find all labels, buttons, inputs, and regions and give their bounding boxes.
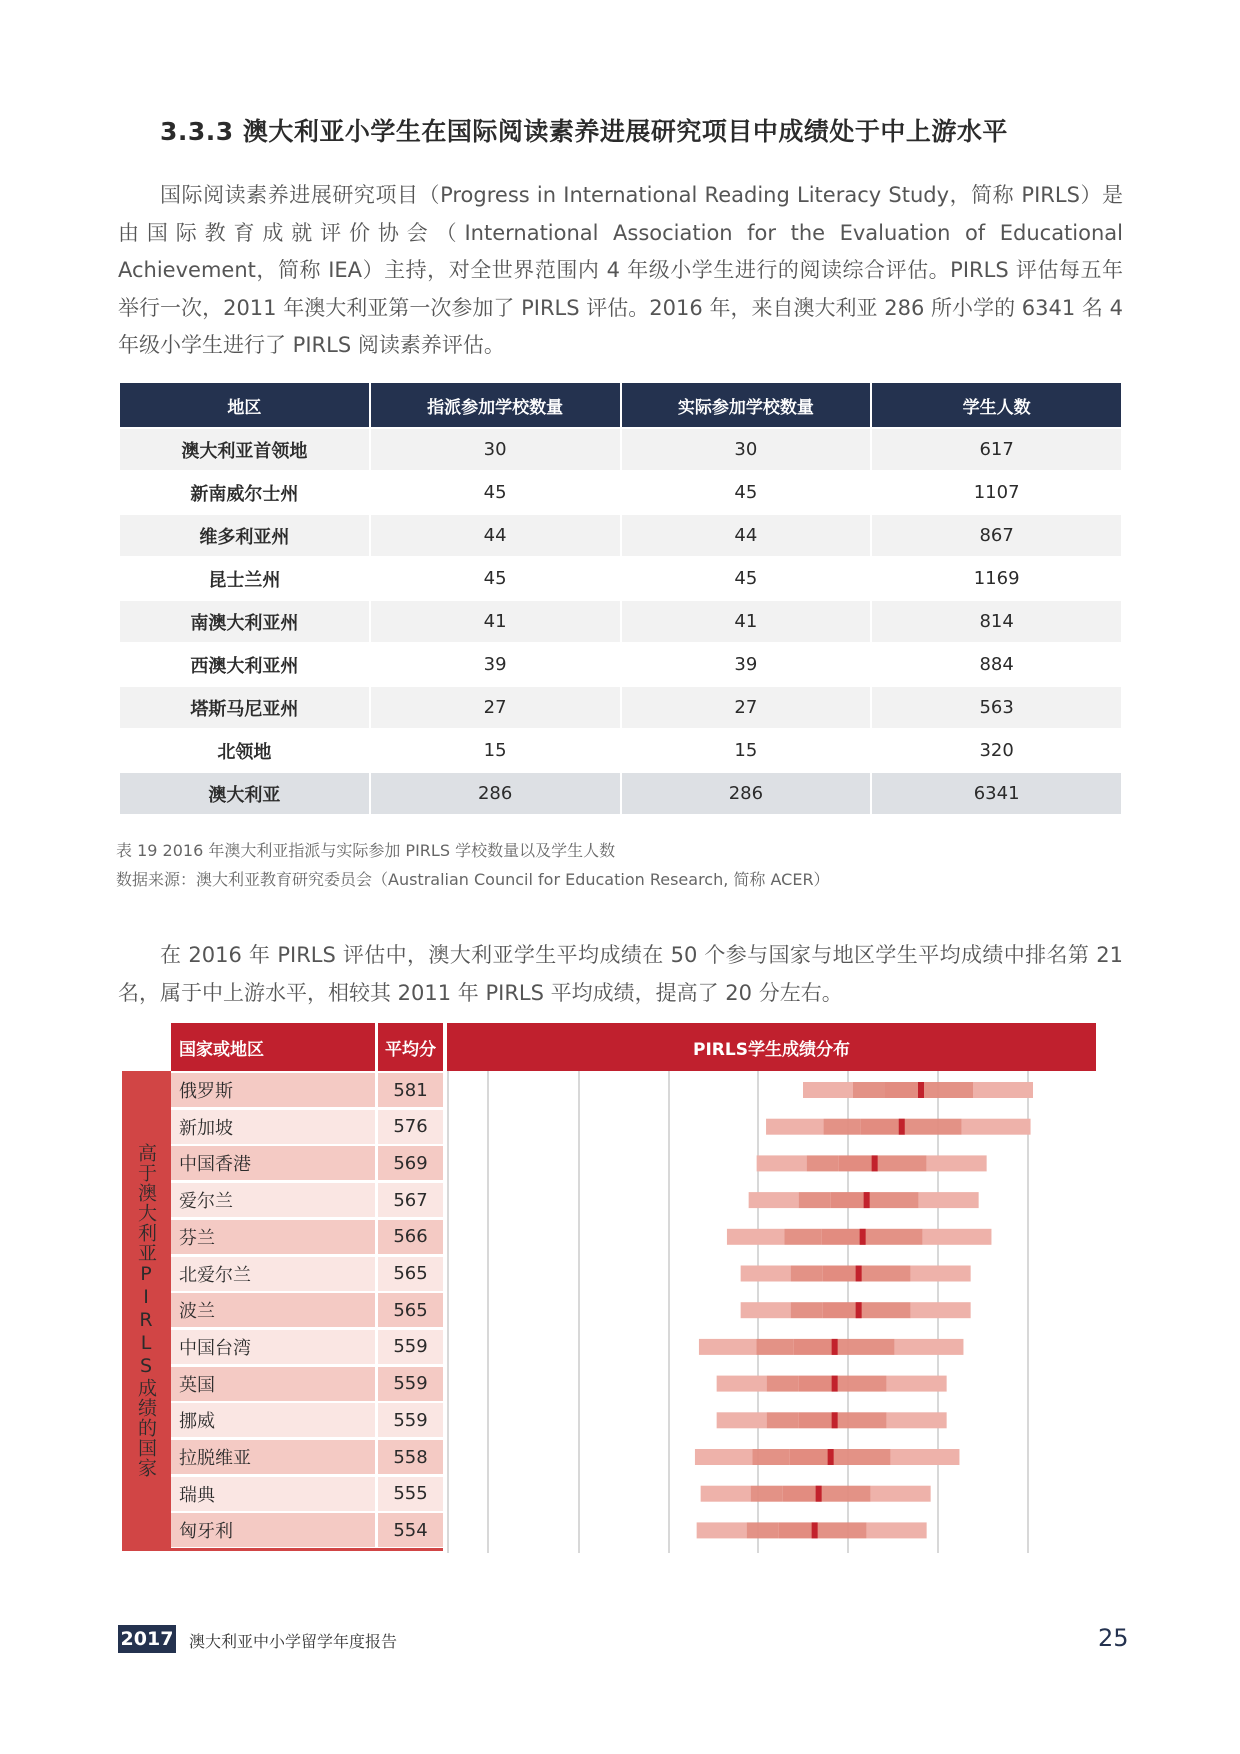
average-score: 558 (378, 1440, 443, 1474)
ranking-row (171, 1073, 443, 1107)
ranking-row (171, 1146, 443, 1180)
table-cell-region: 北领地 (120, 728, 369, 771)
distribution-band (699, 1339, 757, 1355)
distribution-band (860, 1119, 901, 1135)
table-cell-value: 286 (371, 771, 620, 814)
table-cell-value: 814 (872, 599, 1121, 642)
average-score: 559 (378, 1367, 443, 1401)
distribution-plot (447, 1071, 1096, 1553)
country-name: 英国 (171, 1367, 375, 1401)
table-cell-region: 南澳大利亚州 (120, 599, 369, 642)
distribution-band (922, 1229, 991, 1245)
table-cell-value: 45 (371, 470, 620, 513)
table-cell-region: 塔斯马尼亚州 (120, 685, 369, 728)
ranking-row (171, 1183, 443, 1217)
country-name: 中国香港 (171, 1146, 375, 1180)
table-cell-value: 39 (371, 642, 620, 685)
table-cell-value: 45 (622, 556, 871, 599)
distribution-band (863, 1229, 923, 1245)
country-name: 中国台湾 (171, 1330, 375, 1364)
country-name: 波兰 (171, 1293, 375, 1327)
mean-marker (856, 1266, 862, 1282)
distribution-band (727, 1229, 785, 1245)
table-row (120, 556, 1121, 599)
chart-header-average: 平均分 (378, 1023, 443, 1071)
distribution-band (749, 1192, 799, 1208)
table-cell-region: 澳大利亚首领地 (120, 427, 369, 470)
distribution-band (839, 1155, 875, 1171)
table-cell-value: 30 (622, 427, 871, 470)
table-cell-value: 15 (622, 728, 871, 771)
ranking-row (171, 1440, 443, 1474)
table-cell-region: 新南威尔士州 (120, 470, 369, 513)
ranking-row (171, 1513, 443, 1547)
mean-marker (832, 1412, 838, 1428)
average-score: 567 (378, 1183, 443, 1217)
table-cell-region: 昆士兰州 (120, 556, 369, 599)
average-score: 581 (378, 1073, 443, 1107)
group-label-text: 高于澳大利亚PIRLS成绩的国家 (135, 1142, 157, 1478)
distribution-band (835, 1376, 887, 1392)
table-cell-value: 617 (872, 427, 1121, 470)
footer-year-badge: 2017 (118, 1625, 176, 1653)
mean-marker (872, 1155, 878, 1171)
mean-marker (812, 1522, 818, 1538)
distribution-band (799, 1376, 835, 1392)
average-score: 569 (378, 1146, 443, 1180)
distribution-band (894, 1339, 963, 1355)
country-name: 挪威 (171, 1403, 375, 1437)
distribution-band (819, 1486, 871, 1502)
distribution-band (927, 1155, 987, 1171)
table-cell-value: 884 (872, 642, 1121, 685)
table-cell-value: 44 (622, 513, 871, 556)
table-cell-value: 39 (622, 642, 871, 685)
table-row (120, 599, 1121, 642)
mean-marker (860, 1229, 866, 1245)
table-row (120, 427, 1121, 470)
distribution-band (853, 1082, 885, 1098)
mean-marker (899, 1119, 905, 1135)
table-cell-value: 1107 (872, 470, 1121, 513)
table-cell-region: 澳大利亚 (120, 771, 369, 814)
distribution-band (973, 1082, 1033, 1098)
distribution-band (867, 1192, 919, 1208)
table-row (120, 685, 1121, 728)
distribution-band (887, 1412, 947, 1428)
table-cell-value: 6341 (872, 771, 1121, 814)
table-cell-region: 西澳大利亚州 (120, 642, 369, 685)
distribution-band (701, 1486, 751, 1502)
distribution-band (871, 1486, 931, 1502)
ranking-row (171, 1330, 443, 1364)
distribution-band (757, 1155, 807, 1171)
chart-header-distribution: PIRLS学生成绩分布 (447, 1023, 1096, 1071)
table-row (120, 728, 1121, 771)
section-heading: 3.3.3 澳大利亚小学生在国际阅读素养进展研究项目中成绩处于中上游水平 (160, 117, 1008, 146)
distribution-band (911, 1266, 971, 1282)
table-row (120, 470, 1121, 513)
distribution-band (741, 1266, 791, 1282)
distribution-band (717, 1412, 767, 1428)
country-name: 新加坡 (171, 1110, 375, 1144)
table-cell-value: 867 (872, 513, 1121, 556)
table-row (120, 642, 1121, 685)
header-actual-schools: 实际参加学校数量 (622, 383, 871, 427)
table-cell-value: 563 (872, 685, 1121, 728)
mean-marker (832, 1339, 838, 1355)
page-number: 25 (1098, 1624, 1129, 1652)
distribution-band (835, 1339, 895, 1355)
header-students: 学生人数 (872, 383, 1121, 427)
table-cell-value: 41 (371, 599, 620, 642)
distribution-band (697, 1522, 747, 1538)
mean-marker (864, 1192, 870, 1208)
distribution-band (824, 1119, 861, 1135)
distribution-band (803, 1082, 853, 1098)
intro-paragraph: 国际阅读素养进展研究项目（Progress in International Reading Literacy Study，简称 PIRLS）是由国际教育成就评价协会（International Association for the Evaluation of Educational Achievement，简称 IEA）主持，对全世界范围内 4 年级小学生进行的阅读综合评估。PIRLS 评估每五年举行一次，2011 年澳大利亚第一次参加了 PIRLS 评估。2016 年，来自澳大利亚 286 所小学的 6341 名 4 年级小学生进行了 PIRLS 阅读素养评估。 (118, 183, 1123, 357)
country-name: 芬兰 (171, 1220, 375, 1254)
average-score: 566 (378, 1220, 443, 1254)
mean-marker (828, 1449, 834, 1465)
distribution-band (751, 1486, 783, 1502)
table-row (120, 771, 1121, 814)
distribution-band (921, 1082, 973, 1098)
distribution-band (779, 1522, 815, 1538)
average-score: 559 (378, 1330, 443, 1364)
distribution-band (717, 1376, 767, 1392)
footer-title: 澳大利亚中小学留学年度报告 (189, 1632, 398, 1651)
average-score: 576 (378, 1110, 443, 1144)
distribution-band (835, 1412, 887, 1428)
distribution-band (875, 1155, 927, 1171)
chart-bottom-rule (122, 1548, 443, 1551)
schools-table (118, 383, 1123, 814)
table-cell-value: 45 (622, 470, 871, 513)
distribution-band (902, 1119, 962, 1135)
distribution-band (859, 1266, 911, 1282)
distribution-band (791, 1266, 823, 1282)
distribution-band (890, 1449, 959, 1465)
group-label (122, 1071, 171, 1549)
distribution-band (783, 1486, 819, 1502)
distribution-band (815, 1522, 867, 1538)
distribution-band (741, 1302, 791, 1318)
distribution-band (919, 1192, 979, 1208)
distribution-band (821, 1229, 862, 1245)
ranking-row (171, 1367, 443, 1401)
ranking-row (171, 1110, 443, 1144)
distribution-band (859, 1302, 911, 1318)
mean-marker (856, 1302, 862, 1318)
distribution-band (784, 1229, 821, 1245)
country-name: 瑞典 (171, 1477, 375, 1511)
distribution-band (823, 1266, 859, 1282)
table-cell-value: 41 (622, 599, 871, 642)
country-name: 俄罗斯 (171, 1073, 375, 1107)
ranking-paragraph: 在 2016 年 PIRLS 评估中，澳大利亚学生平均成绩在 50 个参与国家与地区学生平均成绩中排名第 21 名，属于中上游水平，相较其 2011 年 PIRLS 平均成绩，提高了 20 分左右。 (118, 943, 1123, 1005)
table-header-row (120, 383, 1121, 427)
distribution-band (823, 1302, 859, 1318)
table-cell-value: 30 (371, 427, 620, 470)
distribution-band (962, 1119, 1031, 1135)
average-score: 554 (378, 1513, 443, 1547)
country-name: 匈牙利 (171, 1513, 375, 1547)
table-cell-value: 44 (371, 513, 620, 556)
average-score: 565 (378, 1257, 443, 1291)
ranking-row (171, 1257, 443, 1291)
distribution-band (752, 1449, 789, 1465)
mean-marker (918, 1082, 924, 1098)
pirls-ranking-chart (122, 1023, 1096, 1553)
table-cell-value: 27 (622, 685, 871, 728)
header-region: 地区 (120, 383, 369, 427)
distribution-band (793, 1339, 834, 1355)
ranking-row (171, 1403, 443, 1437)
distribution-band (789, 1449, 830, 1465)
table-cell-value: 320 (872, 728, 1121, 771)
mean-marker (832, 1376, 838, 1392)
distribution-band (911, 1302, 971, 1318)
country-name: 北爱尔兰 (171, 1257, 375, 1291)
ranking-row (171, 1293, 443, 1327)
table-cell-value: 15 (371, 728, 620, 771)
table-row (120, 513, 1121, 556)
country-name: 拉脱维亚 (171, 1440, 375, 1474)
table-caption: 表 19 2016 年澳大利亚指派与实际参加 PIRLS 学校数量以及学生人数 (116, 841, 616, 860)
distribution-band (799, 1192, 831, 1208)
distribution-band (885, 1082, 921, 1098)
table-cell-region: 维多利亚州 (120, 513, 369, 556)
mean-marker (816, 1486, 822, 1502)
average-score: 559 (378, 1403, 443, 1437)
table-cell-value: 27 (371, 685, 620, 728)
header-assigned-schools: 指派参加学校数量 (371, 383, 620, 427)
distribution-band (831, 1192, 867, 1208)
distribution-band (747, 1522, 779, 1538)
average-score: 565 (378, 1293, 443, 1327)
distribution-band (767, 1412, 799, 1428)
table-cell-value: 1169 (872, 556, 1121, 599)
distribution-band (807, 1155, 839, 1171)
table-cell-value: 286 (622, 771, 871, 814)
distribution-band (791, 1302, 823, 1318)
average-score: 555 (378, 1477, 443, 1511)
ranking-row (171, 1220, 443, 1254)
chart-header-country: 国家或地区 (171, 1023, 375, 1071)
distribution-band (887, 1376, 947, 1392)
distribution-band (766, 1119, 824, 1135)
distribution-band (695, 1449, 753, 1465)
distribution-band (799, 1412, 835, 1428)
distribution-band (831, 1449, 891, 1465)
distribution-band (867, 1522, 927, 1538)
distribution-band (767, 1376, 799, 1392)
ranking-row (171, 1477, 443, 1511)
table-source: 数据来源：澳大利亚教育研究委员会（Australian Council for Education Research, 简称 ACER） (116, 870, 830, 889)
distribution-band (756, 1339, 793, 1355)
table-cell-value: 45 (371, 556, 620, 599)
country-name: 爱尔兰 (171, 1183, 375, 1217)
